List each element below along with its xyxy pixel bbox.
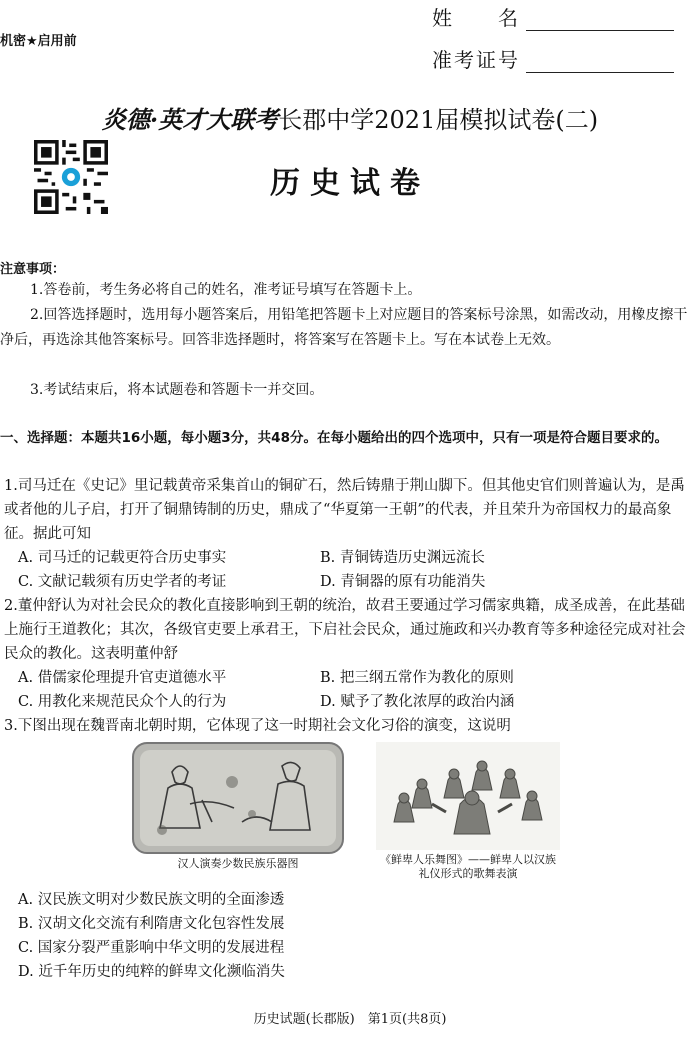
question-3-option-b: B. 汉胡文化交流有利隋唐文化包容性发展 bbox=[18, 916, 285, 932]
question-3-option-c: C. 国家分裂严重影响中华文明的发展进程 bbox=[18, 940, 285, 956]
name-label: 姓 名 bbox=[432, 6, 520, 30]
exam-id-blank bbox=[526, 50, 674, 73]
subject-title: 历史试卷 bbox=[270, 166, 430, 201]
question-3-option-a: A. 汉民族文明对少数民族文明的全面渗透 bbox=[18, 892, 285, 908]
figure-2-caption: 《鲜卑人乐舞图》——鲜卑人以汉族礼仪形式的歌舞表演 bbox=[380, 853, 556, 880]
note-item-3: 3.考试结束后，将本试题卷和答题卡一并交回。 bbox=[30, 382, 324, 398]
section-heading: 一、选择题：本题共16小题，每小题3分，共48分。在每小题给出的四个选项中，只有一项是符合题目要求的。 bbox=[0, 430, 668, 446]
xianbei-dance-figurines-image bbox=[376, 742, 560, 850]
question-1-stem: 1.司马迁在《史记》里记载黄帝采集首山的铜矿石，然后铸鼎于荆山脚下。但其他史官们则普遍认为，是禹或者他的儿子启，打开了铜鼎铸制的历史，鼎成了“华夏第一王朝”的代表，并且荣升为帝国权力的最高象征。据此可知 bbox=[4, 478, 685, 542]
question-2-option-d: D. 赋予了教化浓厚的政治内涵 bbox=[320, 694, 515, 710]
question-1-option-a: A. 司马迁的记载更符合历史事实 bbox=[18, 550, 227, 566]
name-blank bbox=[526, 8, 674, 31]
note-item-1: 1.答卷前，考生务必将自己的姓名，准考证号填写在答题卡上。 bbox=[30, 282, 422, 298]
han-musician-painting-image bbox=[132, 742, 344, 854]
question-3-option-d: D. 近千年历史的纯粹的鲜卑文化濒临消失 bbox=[18, 964, 285, 980]
confidential-label: 机密★启用前 bbox=[0, 34, 77, 49]
exam-id-field bbox=[432, 44, 674, 73]
question-3-stem: 3.下图出现在魏晋南北朝时期，它体现了这一时期社会文化习俗的演变，这说明 bbox=[4, 718, 511, 734]
question-1-option-c: C. 文献记载须有历史学者的考证 bbox=[18, 574, 227, 590]
question-2-option-c: C. 用教化来规范民众个人的行为 bbox=[18, 694, 227, 710]
name-field bbox=[432, 2, 674, 31]
figure-1-caption: 汉人演奏少数民族乐器图 bbox=[177, 857, 299, 870]
question-2-stem: 2.董仲舒认为对社会民众的教化直接影响到王朝的统治，故君王要通过学习儒家典籍，成圣成善，在此基础上施行王道教化；其次，各级官吏要上承君王，下启社会民众，通过施政和兴办教育等多种途径完成对社会民众的教化。这表明董仲舒 bbox=[4, 598, 686, 662]
note-item-2: 2.回答选择题时，选用每小题答案后，用铅笔把答题卡上对应题目的答案标号涂黑，如需改动，用橡皮擦干净后，再选涂其他答案标号。回答非选择题时，将答案写在答题卡上。写在本试卷上无效。 bbox=[0, 307, 688, 348]
exam-title bbox=[0, 100, 700, 135]
question-1-option-d: D. 青铜器的原有功能消失 bbox=[320, 574, 486, 590]
exam-id-label: 准考证号 bbox=[432, 48, 520, 72]
exam-brand: 炎德·英才大联考 bbox=[101, 105, 279, 134]
notes-heading: 注意事项： bbox=[0, 262, 66, 277]
question-2-option-b: B. 把三纲五常作为教化的原则 bbox=[320, 670, 514, 686]
question-2-option-a: A. 借儒家伦理提升官吏道德水平 bbox=[18, 670, 227, 686]
page-footer: 历史试题(长郡版) 第1页(共8页) bbox=[253, 1012, 447, 1027]
question-1-option-b: B. 青铜铸造历史渊远流长 bbox=[320, 550, 485, 566]
exam-title-rest: 长郡中学2021届模拟试卷(二) bbox=[278, 106, 599, 134]
